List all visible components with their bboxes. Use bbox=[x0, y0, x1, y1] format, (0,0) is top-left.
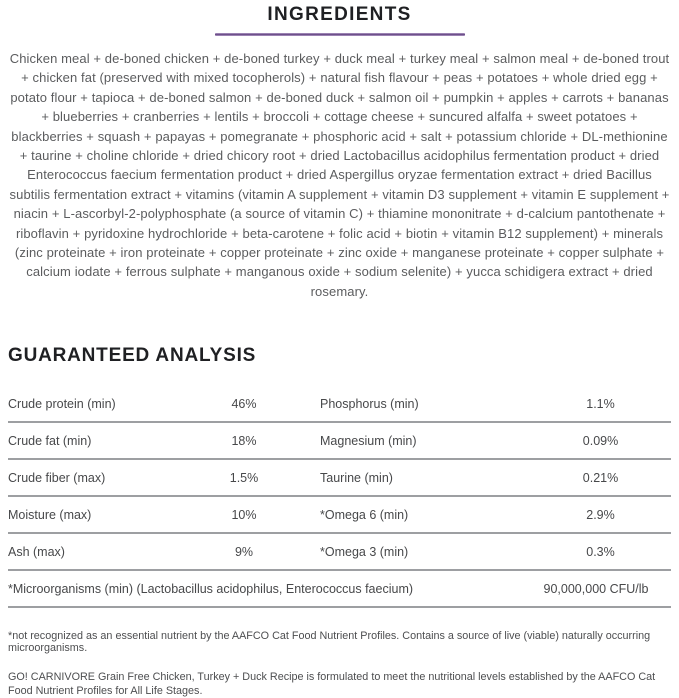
guaranteed-analysis-heading: GUARANTEED ANALYSIS bbox=[8, 345, 257, 367]
nutrient-label: Magnesium (min) bbox=[320, 433, 417, 448]
nutrient-label: Ash (max) bbox=[8, 544, 65, 559]
nutrient-label: *Omega 6 (min) bbox=[320, 507, 409, 522]
nutrient-label: Crude protein (min) bbox=[8, 396, 116, 411]
nutrient-label: Crude fiber (max) bbox=[8, 470, 106, 485]
nutrient-value: 18% bbox=[231, 433, 257, 448]
nutrient-value: 9% bbox=[234, 544, 254, 559]
nutrient-value: 0.3% bbox=[586, 544, 615, 559]
nutrient-value: 10% bbox=[231, 507, 257, 522]
nutrient-value: 1.5% bbox=[229, 470, 259, 485]
table-row bbox=[8, 386, 671, 423]
table-row bbox=[8, 497, 671, 534]
ingredients-heading: INGREDIENTS bbox=[267, 4, 412, 25]
purple-divider bbox=[215, 33, 465, 36]
nutrient-value: 1.1% bbox=[586, 396, 615, 411]
nutrient-label: *Microorganisms (min) (Lactobacillus acidophilus, Enterococcus faecium) bbox=[8, 581, 414, 596]
nutrient-label: Taurine (min) bbox=[320, 470, 393, 485]
table-row bbox=[8, 423, 671, 460]
nutrient-label: Crude fat (min) bbox=[8, 433, 92, 448]
table-row bbox=[8, 534, 671, 571]
nutrient-value: 0.09% bbox=[582, 433, 619, 448]
ingredient-label-page bbox=[0, 4, 679, 697]
ingredients-paragraph: Chicken meal + de-boned chicken + de-boned turkey + duck meal + turkey meal + salmon meal + de-boned trout + chicken fat (preserved with mixed tocopherols) + natural fish flavour + peas + potatoes + whole dried egg + potato flour + tapioca + de-boned salmon + de-boned duck + salmon oil + pumpkin + apples + carrots + bananas + blueberries + cranberries + lentils + broccoli + cottage cheese + suncured alfalfa + sweet potatoes + blackberries + squash + papayas + pomegranate + phosphoric acid + salt + potassium chloride + DL-methionine + taurine + choline chloride + dried chicory root + dried Lactobacillus acidophilus fermentation product + dried Enterococcus faecium fermentation product + dried Aspergillus oryzae fermentation extract + dried Bacillus subtilis fermentation extract + vitamins (vitamin A supplement + vitamin D3 supplement + vitamin E supplement + niacin + L-ascorbyl-2-polyphosphate (a source of vitamin C) + thiamine mononitrate + d-calcium pantothenate + riboflavin + pyridoxine hydrochloride + beta-carotene + folic acid + biotin + vitamin B12 supplement) + minerals (zinc proteinate + iron proteinate + copper proteinate + zinc oxide + manganese proteinate + copper sulphate + calcium iodate + ferrous sulphate + manganous oxide + sodium selenite) + yucca schidigera extract + dried rosemary. bbox=[9, 51, 670, 299]
footnote-aafco-statement: GO! CARNIVORE Grain Free Chicken, Turkey + Duck Recipe is formulated to meet the nutritional levels established by the AAFCO Cat Food Nutrient Profiles for All Life Stages. bbox=[8, 671, 656, 697]
nutrient-label: Phosphorus (min) bbox=[320, 396, 419, 411]
nutrient-value: 0.21% bbox=[582, 470, 619, 485]
nutrient-label: *Omega 3 (min) bbox=[320, 544, 409, 559]
table-row bbox=[8, 460, 671, 497]
table-row-microorganisms bbox=[8, 571, 671, 608]
nutrient-value: 90,000,000 CFU/lb bbox=[543, 581, 649, 596]
nutrient-value: 46% bbox=[231, 396, 257, 411]
footnote-asterisk: *not recognized as an essential nutrient by the AAFCO Cat Food Nutrient Profiles. Contains a source of live (viable) naturally occurring microorganisms. bbox=[8, 630, 651, 655]
nutrient-value: 2.9% bbox=[586, 507, 615, 522]
guaranteed-analysis-table bbox=[8, 386, 671, 608]
nutrient-label: Moisture (max) bbox=[8, 507, 92, 522]
